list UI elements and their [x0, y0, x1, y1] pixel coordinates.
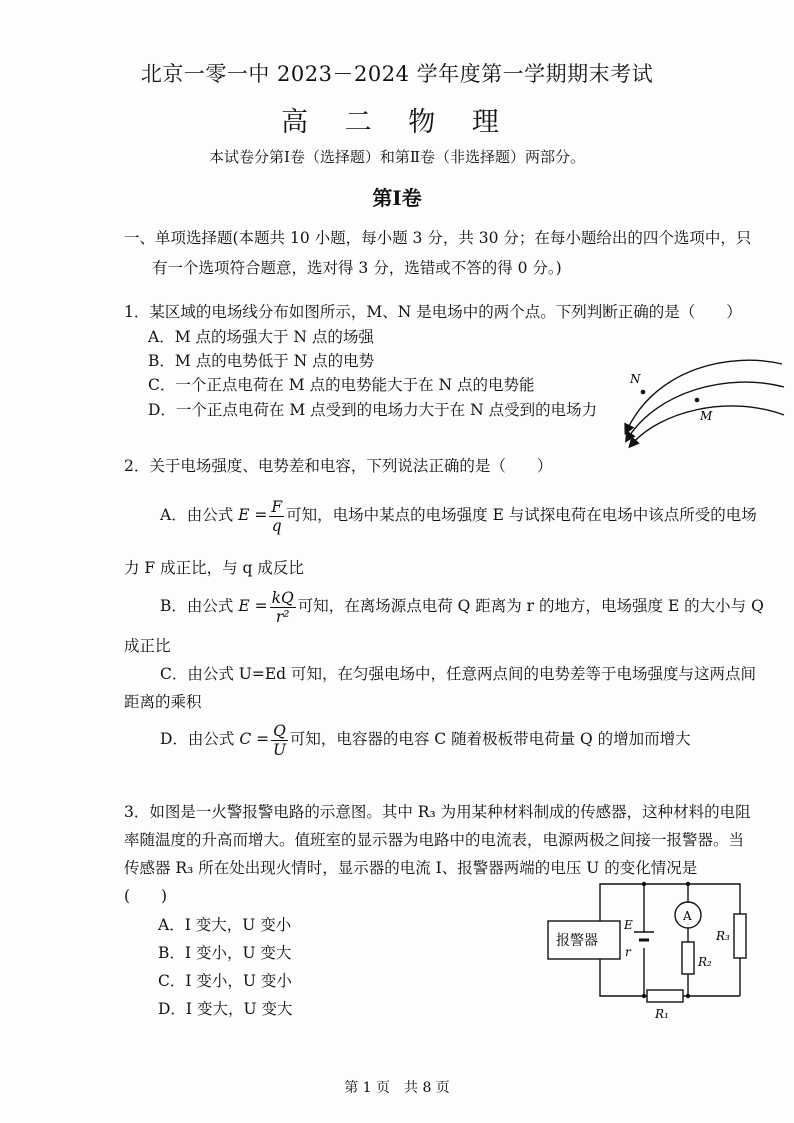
q2-d-fraction: $\frac{Q}{U}$ — [272, 721, 287, 759]
subject-title: 高 二 物 理 — [281, 107, 513, 138]
q3-line-2: 率随温度的升高而增大。值班室的显示器为电路中的电流表，电源两极之间接一报警器。当 — [124, 831, 745, 849]
resistor-r1-symbol — [647, 990, 683, 1002]
q2-option-c-cont: 距离的乘积 — [124, 693, 202, 711]
point-m — [695, 398, 700, 403]
resistor-r2-symbol — [682, 942, 694, 974]
alarm-label: 报警器 — [556, 933, 598, 949]
resistor-r3-symbol — [734, 914, 746, 958]
q1-option-c: C．一个正点电荷在 M 点的电势能大于在 N 点的电势能 — [148, 376, 535, 394]
page-footer: 第 1 页 共 8 页 — [344, 1080, 450, 1096]
q1-option-b: B．M 点的电势低于 N 点的电势 — [148, 352, 375, 370]
q3-option-d: D．I 变大，U 变大 — [158, 1000, 293, 1018]
r1-label: R₁ — [655, 1007, 669, 1021]
q2-stem: 2．关于电场强度、电势差和电容，下列说法正确的是（ ） — [124, 457, 553, 475]
label-m: M — [700, 409, 713, 423]
part-heading: 第Ⅰ卷 — [372, 186, 422, 210]
q2-option-d: D．由公式 C = $\frac{Q}{U}$ 可知，电容器的电容 C 随着极板带电荷量 Q 的增加而增大 — [160, 721, 691, 759]
section-instructions — [124, 223, 784, 283]
q2-d-lhs: C = — [239, 730, 270, 748]
q2-a-fraction: $\frac{F}{q}$ — [271, 497, 283, 535]
q2-option-b-cont: 成正比 — [124, 637, 171, 655]
q1-option-d: D．一个正点电荷在 M 点受到的电场力大于在 N 点受到的电场力 — [148, 401, 598, 419]
q3-option-a: A．I 变大，U 变小 — [158, 916, 292, 934]
q2-option-b: B．由公式 E = $\frac{kQ}{\text{r²}}$ 可知，在离场源点电荷 Q 距离为 r 的地方，电场强度 E 的大小与 Q — [160, 588, 764, 626]
r2-label: R₂ — [698, 955, 712, 969]
q2-b-fraction: $\frac{kQ}{\text{r²}}$ — [271, 588, 294, 626]
alarm-circuit-figure — [540, 874, 755, 1024]
q3-line-4: ( ) — [124, 887, 168, 905]
q2-option-a-cont: 力 F 成正比，与 q 成反比 — [124, 559, 304, 577]
q2-option-c: C．由公式 U=Ed 可知，在匀强电场中，任意两点间的电势差等于电场强度与这两点间 — [160, 665, 757, 683]
section-line-1: 一、单项选择题(本题共 10 小题，每小题 3 分，共 30 分；在每小题给出的四个选项中，只 — [124, 229, 752, 247]
exam-title: 北京一零一中 2023－2024 学年度第一学期期末考试 — [140, 62, 654, 86]
emf-label: E — [624, 918, 633, 932]
exam-intro: 本试卷分第Ⅰ卷（选择题）和第Ⅱ卷（非选择题）两部分。 — [208, 148, 586, 166]
q3-line-1: 3．如图是一火警报警电路的示意图。其中 R₃ 为用某种材料制成的传感器，这种材料的电阻 — [124, 803, 751, 821]
q3-option-c: C．I 变小，U 变小 — [158, 972, 292, 990]
q1-option-a: A．M 点的场强大于 N 点的场强 — [148, 328, 374, 346]
electric-field-lines-figure — [612, 352, 787, 452]
r3-label: R₃ — [716, 929, 730, 943]
q2-option-a: A．由公式 E = $\frac{F}{q}$ 可知，电场中某点的电场强度 E 与试探电荷在电场中该点所受的电场 — [160, 497, 757, 535]
q3-option-b: B．I 变小，U 变大 — [158, 944, 292, 962]
point-n — [641, 390, 646, 395]
q1-stem: 1．某区域的电场线分布如图所示，M、N 是电场中的两个点。下列判断正确的是（ ） — [124, 303, 742, 321]
section-line-2: 有一个选项符合题意，选对得 3 分，选错或不答的得 0 分。) — [152, 259, 562, 277]
label-n: N — [630, 372, 641, 386]
internal-r-label: r — [625, 945, 631, 959]
q2-a-lhs: E = — [238, 506, 268, 524]
q2-b-lhs: E = — [238, 597, 268, 615]
ammeter-label: A — [683, 909, 692, 923]
q3-line-3: 传感器 R₃ 所在处出现火情时，显示器的电流 I、报警器两端的电压 U 的变化情况是 — [124, 859, 698, 877]
